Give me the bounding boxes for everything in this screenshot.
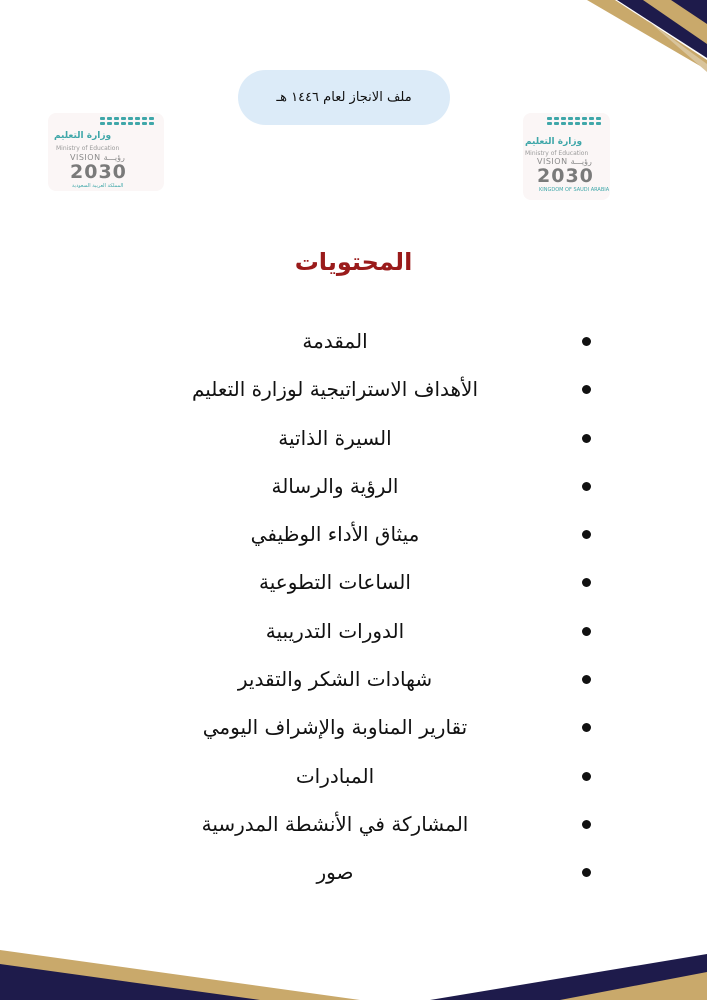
bullet-icon	[582, 337, 591, 346]
list-item-label: السيرة الذاتية	[278, 425, 392, 450]
logo-kingdom: المملكة العربية السعودية	[72, 183, 124, 189]
header-pill-text: ملف الانجاز لعام ١٤٤٦ هـ	[276, 90, 412, 105]
list-item-label: المقدمة	[302, 329, 368, 353]
list-item-label: ميثاق الأداء الوظيفي	[250, 522, 420, 547]
logo-vision-label: VISION رؤيـــة	[537, 157, 592, 166]
page-title: المحتويات	[294, 248, 413, 276]
list-item	[0, 423, 707, 471]
logo-vision-year: 2030	[70, 161, 127, 183]
ministry-logo-left	[48, 113, 164, 191]
list-item	[0, 471, 707, 519]
list-item-label: الساعات التطوعية	[259, 570, 411, 595]
list-item	[0, 664, 707, 712]
list-item-label: صور	[316, 860, 354, 885]
logo-dots-icon	[100, 117, 160, 125]
list-item	[0, 857, 707, 905]
logo-ministry-ar: وزارة التعليم	[54, 131, 112, 141]
bullet-icon	[582, 627, 591, 636]
list-item	[0, 616, 707, 664]
list-item-label: المشاركة في الأنشطة المدرسية	[201, 811, 469, 836]
list-item	[0, 567, 707, 615]
corner-decoration-bottom	[0, 950, 707, 1000]
list-item-label: شهادات الشكر والتقدير	[237, 667, 433, 692]
logo-dots-icon	[547, 117, 607, 125]
list-item	[0, 809, 707, 857]
bullet-icon	[582, 385, 591, 394]
corner-decoration-top	[587, 0, 707, 80]
logo-vision-year: 2030	[537, 165, 594, 187]
bullet-icon	[582, 530, 591, 539]
list-item	[0, 761, 707, 809]
header-pill	[238, 70, 450, 125]
logo-kingdom: KINGDOM OF SAUDI ARABIA	[539, 187, 610, 193]
bullet-icon	[582, 723, 591, 732]
bullet-icon	[582, 434, 591, 443]
list-item-label: تقارير المناوبة والإشراف اليومي	[202, 715, 468, 740]
bullet-icon	[582, 772, 591, 781]
logo-ministry-en: Ministry of Education	[56, 145, 120, 152]
list-item-label: الدورات التدريبية	[265, 618, 405, 643]
list-item	[0, 712, 707, 760]
logo-ministry-ar: وزارة التعليم	[525, 137, 583, 147]
bullet-icon	[582, 675, 591, 684]
list-item-label: الأهداف الاستراتيجية لوزارة التعليم	[191, 377, 479, 402]
logo-vision-label: VISION رؤيـــة	[70, 153, 125, 162]
bullet-icon	[582, 868, 591, 877]
bullet-icon	[582, 482, 591, 491]
list-item	[0, 374, 707, 422]
bullet-icon	[582, 820, 591, 829]
contents-list	[0, 326, 707, 906]
list-item	[0, 519, 707, 567]
logo-ministry-en: Ministry of Education	[525, 150, 589, 157]
list-item	[0, 326, 707, 374]
ministry-logo-right	[523, 113, 610, 200]
list-item-label: الرؤية والرسالة	[271, 473, 399, 498]
bullet-icon	[582, 578, 591, 587]
list-item-label: المبادرات	[295, 763, 375, 788]
